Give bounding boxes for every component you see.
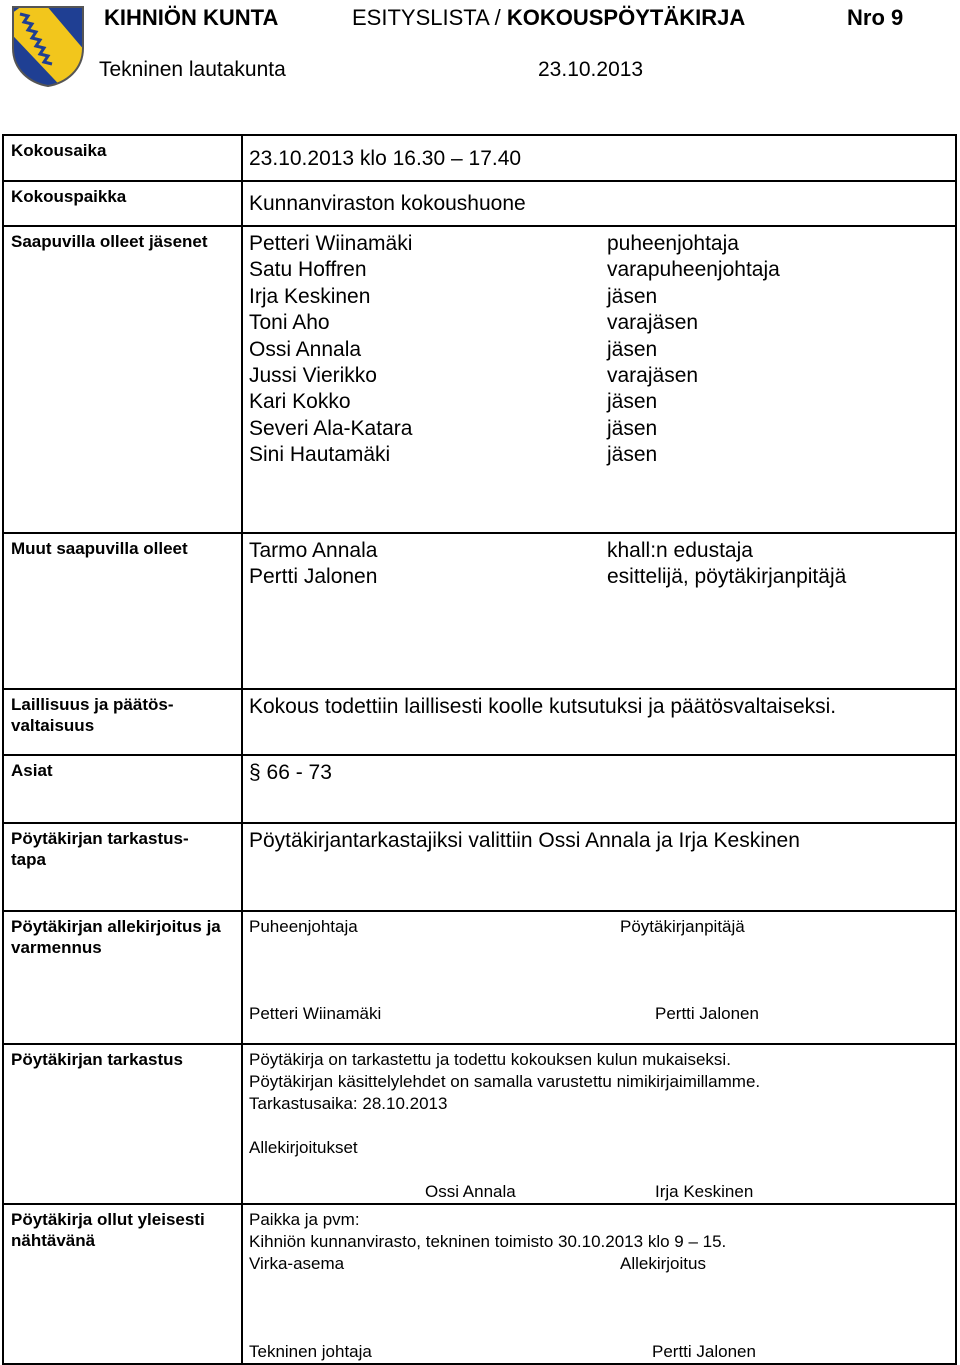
row-review-method (3, 823, 956, 911)
member-list (249, 231, 949, 469)
committee-name: Tekninen lautakunta (99, 58, 286, 81)
review-line-3: Tarkastusaika: 28.10.2013 (249, 1094, 448, 1113)
row-legality (3, 689, 956, 755)
municipality-name: KIHNIÖN KUNTA (104, 5, 279, 30)
public-position-label: Virka-asema (249, 1254, 345, 1273)
meeting-place: Kunnanviraston kokoushuone (249, 192, 526, 215)
public-signature-label: Allekirjoitus (620, 1254, 706, 1273)
signing-name-chair: Petteri Wiinamäki (249, 1004, 382, 1023)
member-role: jäsen (607, 443, 658, 467)
label-signing: Pöytäkirjan allekirjoitus ja varmennus (3, 911, 242, 1044)
review-line-2: Pöytäkirjan käsittelylehdet on samalla varustettu nimikirjaimillamme. (249, 1072, 761, 1091)
label-items: Asiat (3, 755, 242, 823)
document-type-main: KOKOUSPÖYTÄKIRJA (506, 5, 746, 30)
review-signatures-label: Allekirjoitukset (249, 1138, 358, 1157)
member-name: Irja Keskinen (249, 284, 371, 308)
member-name: Ossi Annala (249, 337, 362, 361)
member-role: jäsen (607, 337, 658, 361)
public-signer: Pertti Jalonen (652, 1342, 756, 1361)
label-meeting-place: Kokouspaikka (3, 181, 242, 226)
reviewer-name-2: Irja Keskinen (655, 1182, 754, 1201)
signing-role-chair: Puheenjohtaja (249, 917, 358, 936)
other-name: Tarmo Annala (249, 539, 378, 562)
row-review (3, 1044, 956, 1204)
member-name: Satu Hoffren (249, 258, 367, 282)
member-role: varajäsen (607, 311, 699, 335)
member-name: Petteri Wiinamäki (249, 232, 413, 255)
document-type-prefix: ESITYSLISTA / (352, 5, 507, 30)
public-position-value: Tekninen johtaja (249, 1342, 372, 1361)
legality-statement: Kokous todettiin laillisesti koolle kutsutuksi ja päätösvaltaiseksi. (249, 695, 837, 718)
label-review-method-line1: Pöytäkirjan tarkastus- (11, 829, 189, 848)
label-meeting-time: Kokousaika (3, 135, 242, 181)
member-name: Jussi Vierikko (249, 364, 377, 388)
member-role: varapuheenjohtaja (607, 258, 780, 282)
label-legality-line2: valtaisuus (11, 716, 95, 735)
member-role: jäsen (607, 284, 658, 308)
other-name: Pertti Jalonen (249, 565, 378, 589)
row-meeting-place (3, 181, 956, 226)
row-signing (3, 911, 956, 1044)
document-number: Nro 9 (847, 5, 904, 30)
other-role: esittelijä, pöytäkirjanpitäjä (607, 565, 847, 589)
review-method-text: Pöytäkirjantarkastajiksi valittiin Ossi Annala ja Irja Keskinen (249, 829, 800, 852)
signing-role-secretary: Pöytäkirjanpitäjä (620, 917, 745, 936)
member-name: Sini Hautamäki (249, 443, 391, 467)
member-name: Severi Ala-Katara (249, 416, 413, 440)
label-review: Pöytäkirjan tarkastus (3, 1044, 242, 1204)
row-meeting-time (3, 135, 956, 181)
header-date: 23.10.2013 (538, 58, 644, 81)
minutes-table (2, 134, 957, 1365)
meeting-time: 23.10.2013 klo 16.30 – 17.40 (249, 147, 522, 170)
municipality-crest-logo (10, 4, 86, 88)
member-role: puheenjohtaja (607, 232, 739, 255)
review-line-1: Pöytäkirja on tarkastettu ja todettu kokouksen kulun mukaiseksi. (249, 1050, 731, 1069)
row-public-display (3, 1204, 956, 1364)
row-members-present (3, 226, 956, 533)
member-name: Toni Aho (249, 311, 330, 335)
reviewer-name-1: Ossi Annala (425, 1182, 516, 1201)
row-items (3, 755, 956, 823)
public-place-label: Paikka ja pvm: (249, 1210, 360, 1229)
signing-name-secretary: Pertti Jalonen (655, 1004, 759, 1023)
public-place-value: Kihniön kunnanvirasto, tekninen toimisto 30.10.2013 klo 9 – 15. (249, 1232, 727, 1251)
label-review-method-line2: tapa (11, 850, 46, 869)
document-type (352, 5, 745, 31)
member-name: Kari Kokko (249, 390, 351, 414)
member-role: jäsen (607, 416, 658, 440)
member-role: jäsen (607, 390, 658, 414)
member-role: varajäsen (607, 364, 699, 388)
other-role: khall:n edustaja (607, 539, 753, 562)
label-legality-line1: Laillisuus ja päätös- (11, 695, 174, 714)
label-members-present: Saapuvilla olleet jäsenet (3, 226, 242, 533)
items-range: § 66 - 73 (249, 761, 332, 784)
label-others-present: Muut saapuvilla olleet (3, 533, 242, 689)
label-public-display: Pöytäkirja ollut yleisesti nähtävänä (3, 1204, 242, 1364)
row-others-present (3, 533, 956, 689)
others-list (249, 538, 949, 591)
